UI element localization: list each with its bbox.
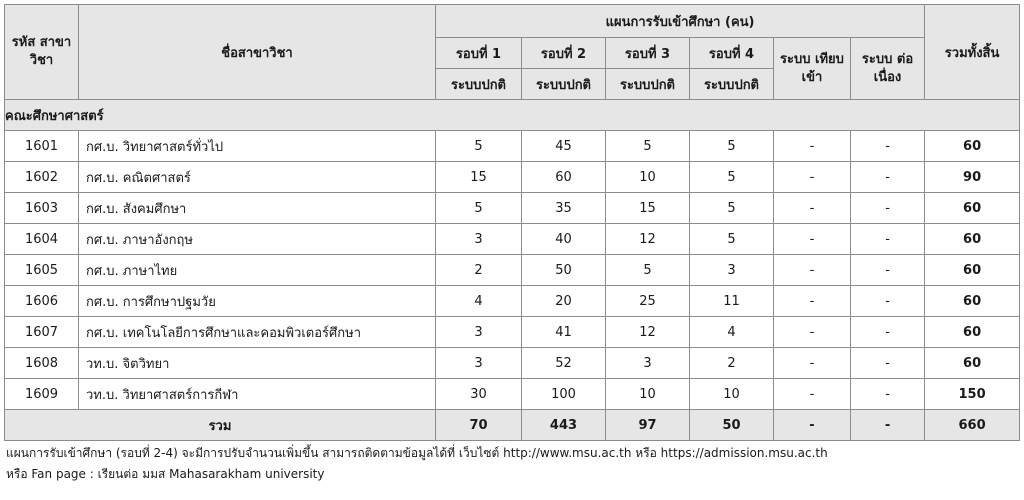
cell-major: กศ.บ. ภาษาอังกฤษ	[79, 224, 436, 255]
cell-major: วท.บ. วิทยาศาสตร์การกีฬา	[79, 379, 436, 410]
sum-round3: 97	[606, 410, 690, 441]
sum-transfer: -	[774, 410, 851, 441]
cell-round2: 45	[522, 131, 606, 162]
cell-round4: 5	[690, 131, 774, 162]
cell-transfer: -	[774, 255, 851, 286]
cell-round1: 5	[436, 193, 522, 224]
cell-major: กศ.บ. วิทยาศาสตร์ทั่วไป	[79, 131, 436, 162]
cell-transfer: -	[774, 224, 851, 255]
cell-round3: 10	[606, 162, 690, 193]
footnote-line-2: หรือ Fan page : เรียนต่อ มมส Mahasarakham university	[6, 467, 325, 481]
admission-plan-document	[4, 4, 1019, 485]
header-round4: รอบที่ 4	[690, 38, 774, 69]
cell-round2: 100	[522, 379, 606, 410]
cell-round2: 20	[522, 286, 606, 317]
cell-total: 150	[925, 379, 1020, 410]
cell-round2: 40	[522, 224, 606, 255]
cell-round3: 5	[606, 131, 690, 162]
cell-major: กศ.บ. สังคมศึกษา	[79, 193, 436, 224]
footnote	[4, 443, 1019, 485]
cell-continuing: -	[851, 162, 925, 193]
header-normal-4: ระบบปกติ	[690, 69, 774, 100]
cell-round4: 5	[690, 162, 774, 193]
header-normal-3: ระบบปกติ	[606, 69, 690, 100]
table-row	[5, 286, 1020, 317]
cell-transfer: -	[774, 131, 851, 162]
cell-continuing: -	[851, 317, 925, 348]
table-row	[5, 379, 1020, 410]
header-major: ชื่อสาขาวิชา	[79, 5, 436, 100]
cell-continuing: -	[851, 379, 925, 410]
cell-round3: 10	[606, 379, 690, 410]
cell-total: 60	[925, 286, 1020, 317]
cell-round2: 41	[522, 317, 606, 348]
cell-round4: 5	[690, 193, 774, 224]
cell-continuing: -	[851, 348, 925, 379]
cell-continuing: -	[851, 193, 925, 224]
header-normal-2: ระบบปกติ	[522, 69, 606, 100]
cell-code: 1603	[5, 193, 79, 224]
cell-round4: 2	[690, 348, 774, 379]
table-row	[5, 162, 1020, 193]
cell-round4: 10	[690, 379, 774, 410]
cell-round4: 11	[690, 286, 774, 317]
cell-code: 1604	[5, 224, 79, 255]
cell-total: 60	[925, 317, 1020, 348]
cell-round4: 5	[690, 224, 774, 255]
sum-continuing: -	[851, 410, 925, 441]
cell-transfer: -	[774, 193, 851, 224]
cell-continuing: -	[851, 255, 925, 286]
table-row	[5, 255, 1020, 286]
cell-code: 1601	[5, 131, 79, 162]
cell-round2: 60	[522, 162, 606, 193]
table-row	[5, 193, 1020, 224]
footnote-line-1: แผนการรับเข้าศึกษา (รอบที่ 2-4) จะมีการปรับจำนวนเพิ่มขึ้น สามารถติดตามข้อมูลได้ที่ เว็บไซต์ http://www.msu.ac.th หรือ https://admission.msu.ac.th	[6, 446, 828, 460]
cell-round2: 35	[522, 193, 606, 224]
cell-code: 1607	[5, 317, 79, 348]
header-plan: แผนการรับเข้าศึกษา (คน)	[436, 5, 925, 38]
table-row	[5, 131, 1020, 162]
admission-plan-table	[4, 4, 1020, 441]
cell-transfer: -	[774, 348, 851, 379]
cell-total: 60	[925, 255, 1020, 286]
cell-round1: 3	[436, 224, 522, 255]
cell-transfer: -	[774, 162, 851, 193]
cell-round3: 15	[606, 193, 690, 224]
cell-total: 60	[925, 131, 1020, 162]
cell-continuing: -	[851, 131, 925, 162]
table-row	[5, 348, 1020, 379]
cell-round3: 5	[606, 255, 690, 286]
cell-continuing: -	[851, 224, 925, 255]
cell-round1: 15	[436, 162, 522, 193]
cell-round3: 12	[606, 224, 690, 255]
faculty-name: คณะศึกษาศาสตร์	[5, 100, 1020, 131]
header-round1: รอบที่ 1	[436, 38, 522, 69]
cell-major: วท.บ. จิตวิทยา	[79, 348, 436, 379]
cell-major: กศ.บ. การศึกษาปฐมวัย	[79, 286, 436, 317]
cell-major: กศ.บ. คณิตศาสตร์	[79, 162, 436, 193]
cell-round4: 3	[690, 255, 774, 286]
cell-code: 1608	[5, 348, 79, 379]
sum-round1: 70	[436, 410, 522, 441]
cell-code: 1609	[5, 379, 79, 410]
header-code: รหัส สาขาวิชา	[5, 5, 79, 100]
cell-round1: 30	[436, 379, 522, 410]
cell-major: กศ.บ. เทคโนโลยีการศึกษาและคอมพิวเตอร์ศึกษา	[79, 317, 436, 348]
sum-row	[5, 410, 1020, 441]
header-transfer: ระบบ เทียบเข้า	[774, 38, 851, 100]
header-round2: รอบที่ 2	[522, 38, 606, 69]
table-row	[5, 317, 1020, 348]
cell-round1: 5	[436, 131, 522, 162]
cell-major: กศ.บ. ภาษาไทย	[79, 255, 436, 286]
sum-round2: 443	[522, 410, 606, 441]
sum-total: 660	[925, 410, 1020, 441]
header-round3: รอบที่ 3	[606, 38, 690, 69]
cell-round1: 3	[436, 348, 522, 379]
cell-total: 60	[925, 224, 1020, 255]
cell-transfer: -	[774, 286, 851, 317]
table-header	[5, 5, 1020, 100]
header-continuing: ระบบ ต่อเนื่อง	[851, 38, 925, 100]
cell-total: 60	[925, 193, 1020, 224]
cell-code: 1605	[5, 255, 79, 286]
cell-round1: 3	[436, 317, 522, 348]
cell-round2: 52	[522, 348, 606, 379]
cell-round3: 3	[606, 348, 690, 379]
cell-code: 1602	[5, 162, 79, 193]
cell-round4: 4	[690, 317, 774, 348]
table-row	[5, 224, 1020, 255]
cell-code: 1606	[5, 286, 79, 317]
cell-continuing: -	[851, 286, 925, 317]
cell-transfer: -	[774, 317, 851, 348]
cell-round1: 4	[436, 286, 522, 317]
sum-round4: 50	[690, 410, 774, 441]
cell-round3: 12	[606, 317, 690, 348]
table-body	[5, 100, 1020, 441]
cell-round2: 50	[522, 255, 606, 286]
header-total: รวมทั้งสิ้น	[925, 5, 1020, 100]
header-normal-1: ระบบปกติ	[436, 69, 522, 100]
cell-round3: 25	[606, 286, 690, 317]
sum-label: รวม	[5, 410, 436, 441]
cell-transfer: -	[774, 379, 851, 410]
cell-total: 90	[925, 162, 1020, 193]
cell-total: 60	[925, 348, 1020, 379]
cell-round1: 2	[436, 255, 522, 286]
